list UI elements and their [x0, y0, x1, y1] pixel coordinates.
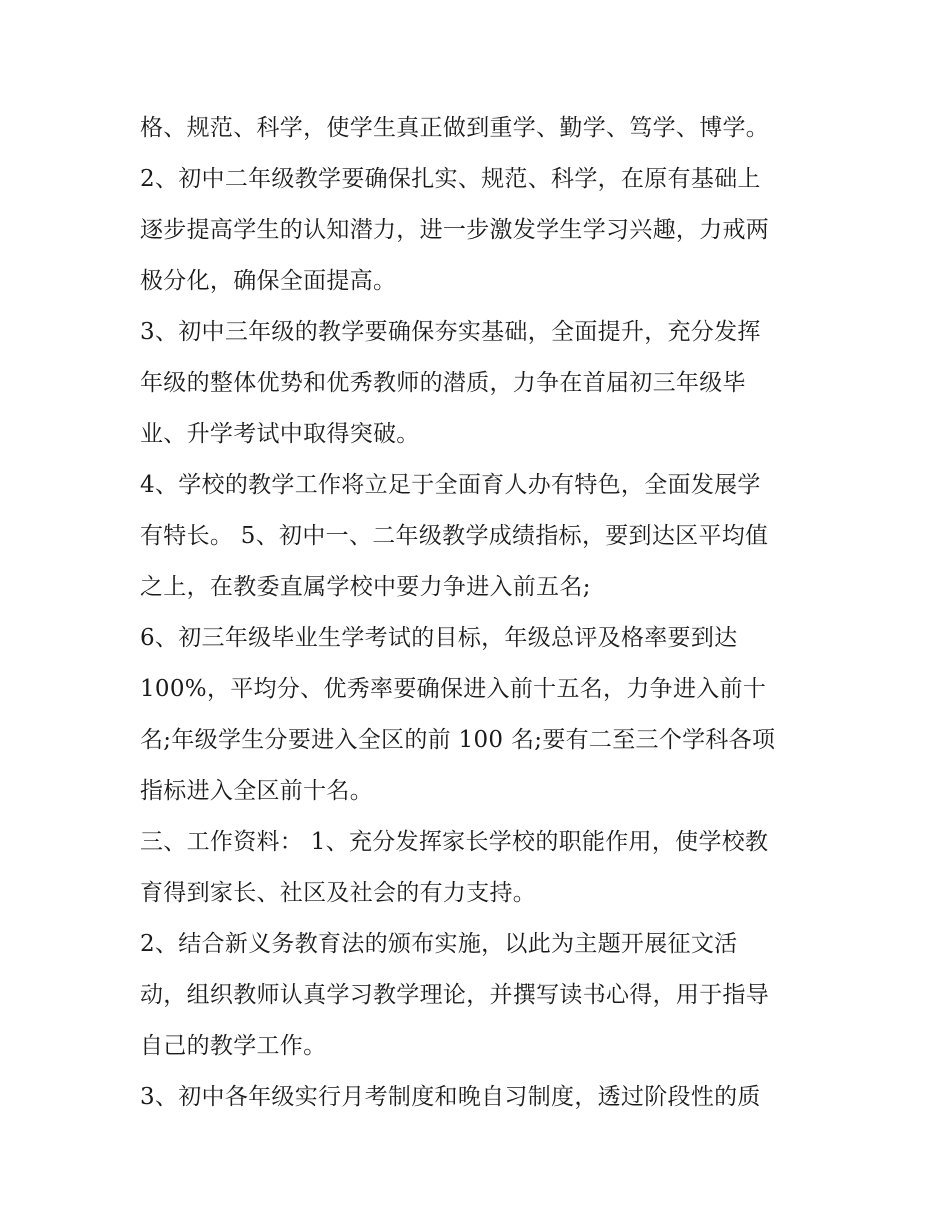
- text-line: 3、初中各年级实行月考制度和晚自习制度，透过阶段性的质: [140, 1084, 761, 1110]
- text-line: 极分化，确保全面提高。: [140, 268, 397, 294]
- text-line: 年级的整体优势和优秀教师的潜质，力争在首届初三年级毕: [140, 370, 746, 396]
- text-line: 逐步提高学生的认知潜力，进一步激发学生学习兴趣，力戒两: [140, 217, 770, 243]
- text-line: 2、初中二年级教学要确保扎实、规范、科学，在原有基础上: [140, 166, 761, 192]
- text-line: 指标进入全区前十名。: [140, 778, 373, 804]
- text-line: 格、规范、科学，使学生真正做到重学、勤学、笃学、博学。: [140, 115, 770, 141]
- text-line: 6、初三年级毕业生学考试的目标，年级总评及格率要到达: [140, 625, 738, 651]
- text-line: 业、升学考试中取得突破。: [140, 421, 420, 447]
- text-line: 三、工作资料： 1、充分发挥家长学校的职能作用，使学校教: [140, 829, 769, 855]
- text-line: 之上，在教委直属学校中要力争进入前五名;: [140, 574, 591, 600]
- text-line: 100%，平均分、优秀率要确保进入前十五名，力争进入前十: [140, 676, 767, 702]
- text-line: 3、初中三年级的教学要确保夯实基础，全面提升，充分发挥: [140, 319, 761, 345]
- text-line: 4、学校的教学工作将立足于全面育人办有特色，全面发展学: [140, 472, 761, 498]
- text-line: 有特长。 5、初中一、二年级教学成绩指标，要到达区平均值: [140, 523, 769, 549]
- text-line: 育得到家长、社区及社会的有力支持。: [140, 880, 537, 906]
- text-line: 自己的教学工作。: [140, 1033, 327, 1059]
- text-line: 2、结合新义务教育法的颁布实施，以此为主题开展征文活: [140, 931, 738, 957]
- text-line: 名;年级学生分要进入全区的前 100 名;要有二至三个学科各项: [140, 727, 776, 753]
- text-line: 动，组织教师认真学习教学理论，并撰写读书心得，用于指导: [140, 982, 770, 1008]
